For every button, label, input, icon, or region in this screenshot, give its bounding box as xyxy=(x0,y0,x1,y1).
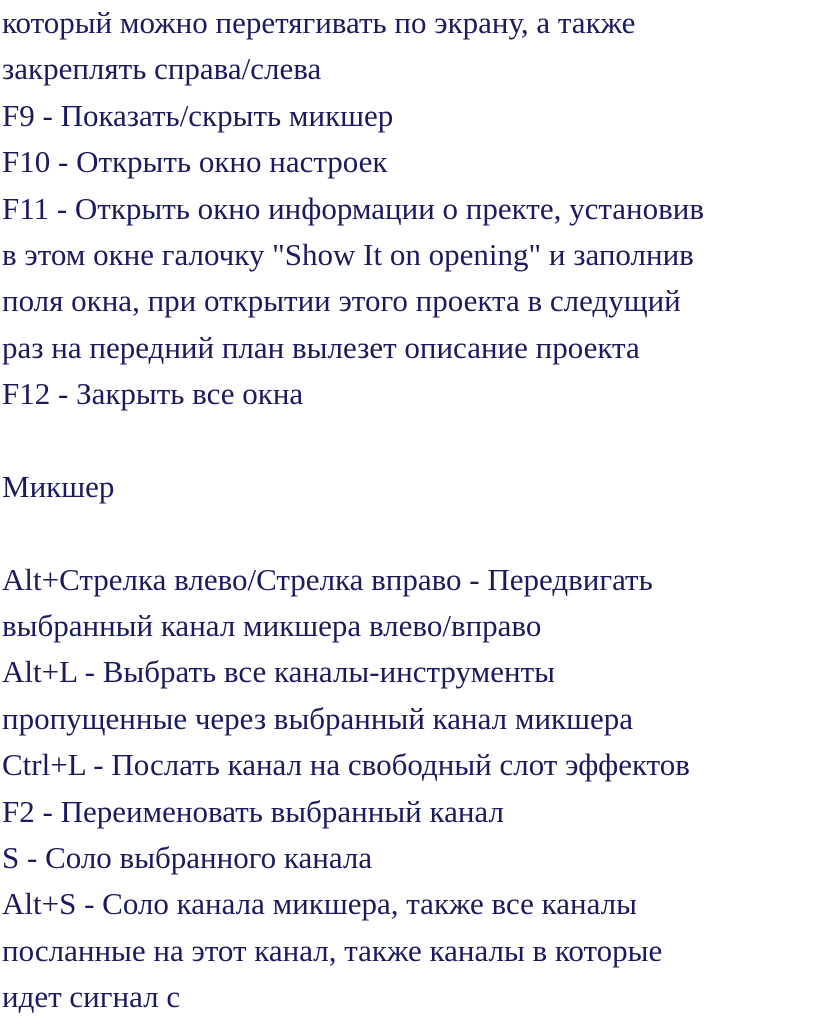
section-heading-mixer: Микшер xyxy=(2,468,115,504)
text-line: раз на передний план вылезет описание проекта xyxy=(2,329,640,365)
document-body xyxy=(2,0,814,1021)
shortcut-alt-s: Alt+S - Соло канала микшера, также все каналы xyxy=(2,886,637,922)
shortcut-alt-arrows: Alt+Стрелка влево/Стрелка вправо - Передвигать xyxy=(2,561,653,597)
text-line: выбранный канал микшера влево/вправо xyxy=(2,608,542,644)
text-line: пропущенные через выбранный канал микшера xyxy=(2,700,634,736)
text-line: идет сигнал с xyxy=(2,979,181,1015)
shortcut-f11: F11 - Открыть окно информации о пректе, установив xyxy=(2,190,705,226)
shortcut-f12: F12 - Закрыть все окна xyxy=(2,376,304,412)
blank-line xyxy=(2,510,814,556)
shortcut-ctrl-l: Ctrl+L - Послать канал на свободный слот эффектов xyxy=(2,747,690,783)
shortcut-f9: F9 - Показать/скрыть микшер xyxy=(2,97,394,133)
text-line: закреплять справа/слева xyxy=(2,51,322,87)
shortcut-s: S - Соло выбранного канала xyxy=(2,840,373,876)
text-line: который можно перетягивать по экрану, а также xyxy=(2,5,636,40)
shortcut-alt-l: Alt+L - Выбрать все каналы-инструменты xyxy=(2,654,555,690)
text-line: посланные на этот канал, также каналы в которые xyxy=(2,932,663,968)
text-line: в этом окне галочку "Show It on opening" и заполнив xyxy=(2,236,694,272)
blank-line xyxy=(2,418,814,464)
shortcut-f10: F10 - Открыть окно настроек xyxy=(2,144,388,180)
shortcut-f2: F2 - Переименовать выбранный канал xyxy=(2,793,504,829)
text-line: поля окна, при открытии этого проекта в следущий xyxy=(2,283,681,319)
